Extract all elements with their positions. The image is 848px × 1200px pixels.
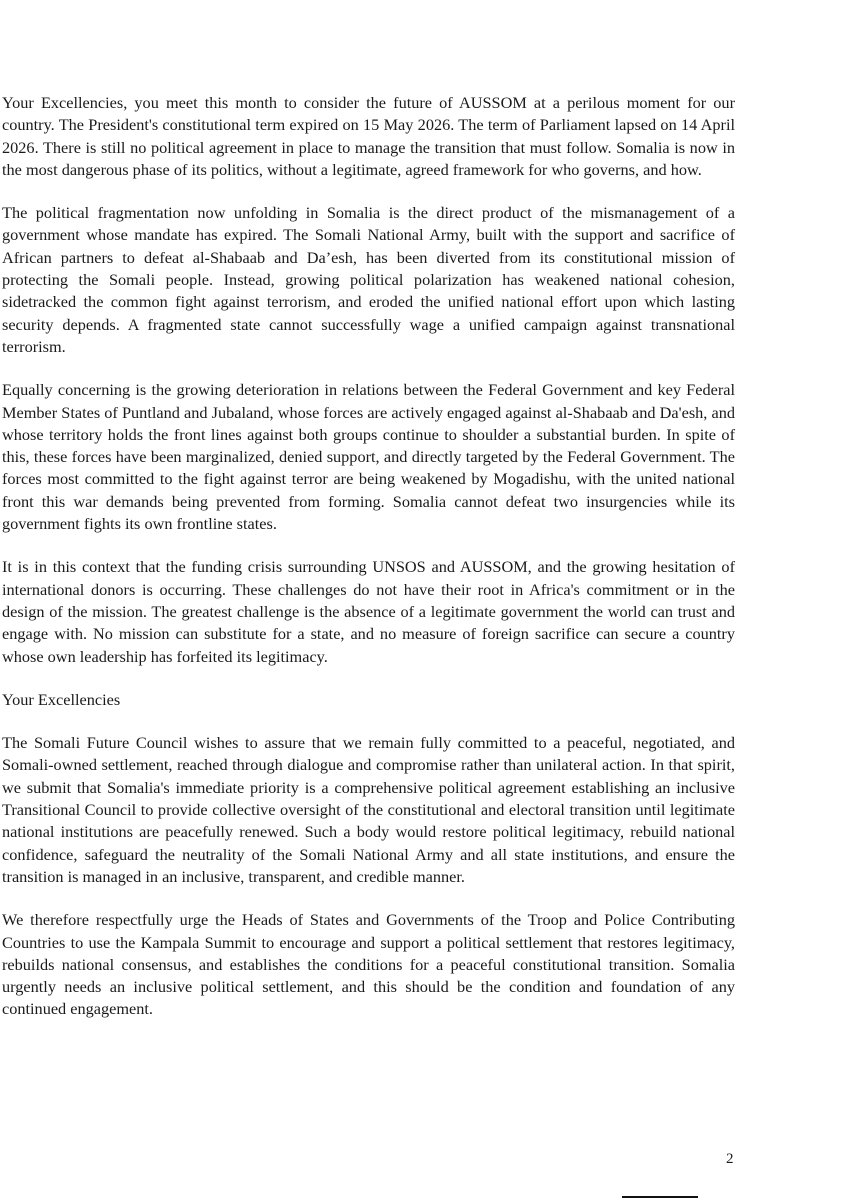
paragraph-member-states: Equally concerning is the growing deterioration in relations between the Federal Government and key Federal Member States of Puntland and Jubaland, whose forces are actively engaged against al-Shabaab and Da'esh, and whose territory holds the front lines against both groups continue to shoulder a substantial burden. In spite of this, these forces have been marginalized, denied support, and directly targeted by the Federal Government. The forces most committed to the fight against terror are being weakened by Mogadishu, with the united national front this war demands being prevented from forming. Somalia cannot defeat two insurgencies while its government fights its own frontline states.	[2, 380, 735, 534]
footer-divider	[622, 1196, 698, 1198]
paragraph-funding-crisis: It is in this context that the funding crisis surrounding UNSOS and AUSSOM, and the growing hesitation of international donors is occurring. These challenges do not have their root in Africa's commitment or in the design of the mission. The greatest challenge is the absence of a legitimate government the world can trust and engage with. No mission can substitute for a state, and no measure of foreign sacrifice can secure a country whose own leadership has forfeited its legitimacy.	[2, 557, 735, 666]
document-body	[2, 92, 735, 1042]
paragraph-transitional-council: The Somali Future Council wishes to assure that we remain fully committed to a peaceful, negotiated, and Somali-owned settlement, reached through dialogue and compromise rather than unilateral action. In that spirit, we submit that Somalia's immediate priority is a comprehensive political agreement establishing an inclusive Transitional Council to provide collective oversight of the constitutional and electoral transition until legitimate national institutions are peacefully renewed. Such a body would restore political legitimacy, rebuild national confidence, safeguard the neutrality of the Somali National Army and all state institutions, and ensure the transition is managed in an inclusive, transparent, and credible manner.	[2, 733, 735, 886]
paragraph-closing-appeal: We therefore respectfully urge the Heads of States and Governments of the Troop and Police Contributing Countries to use the Kampala Summit to encourage and support a political settlement that restores legitimacy, rebuilds national consensus, and establishes the conditions for a peaceful constitutional transition. Somalia urgently needs an inclusive political settlement, and this should be the condition and foundation of any continued engagement.	[2, 910, 735, 1019]
paragraph-salutation: Your Excellencies	[2, 689, 121, 709]
page-number: 2	[726, 1151, 734, 1167]
paragraph-opening: Your Excellencies, you meet this month to consider the future of AUSSOM at a perilous moment for our country. The President's constitutional term expired on 15 May 2026. The term of Parliament lapsed on 14 April 2026. There is still no political agreement in place to manage the transition that must follow. Somalia is now in the most dangerous phase of its politics, without a legitimate, agreed framework for who governs, and how.	[2, 93, 735, 179]
paragraph-fragmentation: The political fragmentation now unfolding in Somalia is the direct product of the mismanagement of a government whose mandate has expired. The Somali National Army, built with the support and sacrifice of African partners to defeat al-Shabaab and Da’esh, has been diverted from its constitutional mission of protecting the Somali people. Instead, growing political polarization has weakened national cohesion, sidetracked the common fight against terrorism, and eroded the unified national effort upon which lasting security depends. A fragmented state cannot successfully wage a unified campaign against transnational terrorism.	[2, 203, 735, 356]
